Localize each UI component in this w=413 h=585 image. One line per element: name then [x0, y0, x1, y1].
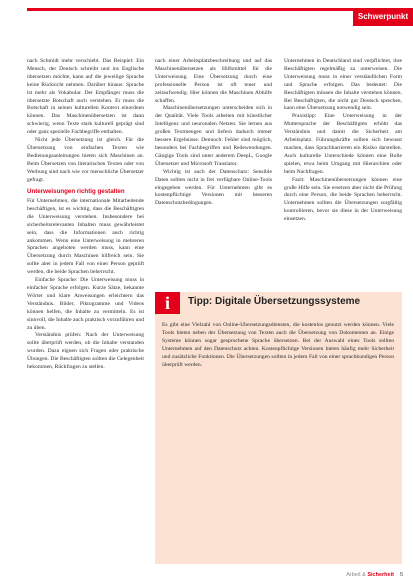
- paragraph: Verständnis prüfen: Nach der Unterweisung sollte überprüft werden, ob die Inhalte verstanden wurden. Dazu eignen sich Fragen oder praktische Übungen. Die Beschäftigten sollten die Gelegenheit bekommen, Rückfragen zu stellen.: [27, 332, 144, 371]
- paragraph: Einfache Sprache: Die Unterweisung muss in einfacher Sprache erfolgen. Kurze Sätze, bekannte Wörter und klare Anweisungen erleichtern das Verständnis. Bilder, Piktogramme und Videos können helfen, die Inhalte zu vermitteln. Es ist sinnvoll, die Inhalte auch praktisch vorzuführen und zu üben.: [27, 277, 144, 331]
- paragraph: Es gibt eine Vielzahl von Online-Übersetzungsdiensten, die kostenlos genutzt werden können. Viele Tools bieten neben der Übersetzung von Texten auch die Übersetzung von Dokumenten an. Einige Systeme können sogar gesprochene Sprache übersetzen. Bei der Auswahl eines Tools sollten Unternehmen auf den Datenschutz achten. Kostenpflichtige Versionen bieten häufig mehr Sicherheit und zusätzliche Funktionen. Die Übersetzungen sollten in jedem Fall von einer sprachkundigen Person überprüft werden.: [162, 322, 394, 368]
- page-footer: [346, 571, 403, 579]
- paragraph: Maschinenübersetzungen unterscheiden sich in der Qualität. Viele Tools arbeiten mit künstlicher Intelligenz und neuronalen Netzen. Sie lernen aus großen Textmengen und liefern dadurch immer bessere Ergebnisse. Dennoch: Fehler sind möglich, besonders bei Fachbegriffen und Redewendungen. Gängige Tools sind unter anderem DeepL, Google Übersetzer und Microsoft Translator.: [155, 105, 272, 167]
- paragraph: nach Schmidt mehr verschiebt. Das Beispiel: Ein Mensch, der Deutsch schreibt und ins Englische übersetzen möchte, kann auf die jeweilige Sprache keine Rücksicht nehmen. Darüber hinaus: Sprache ist mehr als Vokabular. Der Empfänger muss die übersetzte Botschaft auch verstehen. Er muss die Botschaft in seinen kulturellen Kontext einordnen können. Das Maschinenübersetzen ist dann schwierig, wenn Texte stark kulturell geprägt sind oder ganz spezielle Fachbegriffe enthalten.: [27, 58, 144, 136]
- article-column-1: [27, 58, 144, 561]
- article-column-2: [155, 58, 272, 280]
- paragraph: Praxistipp: Eine Unterweisung in der Muttersprache der Beschäftigten erhöht das Verständnis und damit die Sicherheit am Arbeitsplatz. Führungskräfte sollten sich bewusst machen, dass Sprachbarrieren ein Risiko darstellen. Auch kulturelle Unterschiede können eine Rolle spielen, etwa beim Umgang mit Hierarchien oder beim Nachfragen.: [284, 113, 402, 175]
- tip-title: Tipp: Digitale Übersetzungssysteme: [188, 296, 361, 307]
- paragraph: Fazit: Maschinenübersetzungen können eine große Hilfe sein. Sie ersetzen aber nicht die Prüfung durch eine Person, die beide Sprachen beherrscht. Unternehmen sollten die Übersetzungen sorgfältig kontrollieren, bevor sie diese in der Unterweisung einsetzen.: [284, 176, 402, 223]
- paragraph: nach einer Arbeitsplatzbeschreibung und auf das Maschinenübersetzen als Hilfsmittel für die Unterweisung. Eine Übersetzung durch eine professionelle Person ist oft teuer und zeitaufwendig. Hier können die Maschinen Abhilfe schaffen.: [155, 58, 272, 104]
- paragraph: Nicht jede Übersetzung ist gleich. Für die Übersetzung von einfachen Texten wie Bedienungsanleitungen bieten sich Maschinen an. Beim Übersetzen von literarischen Texten oder von Werbung sind nach wie vor menschliche Übersetzer gefragt.: [27, 137, 144, 183]
- article-column-3: [284, 58, 402, 280]
- tip-body: [162, 322, 394, 560]
- paragraph: Wichtig ist auch der Datenschutz: Sensible Daten sollten nicht in frei verfügbare Online-Tools eingegeben werden. Für Unternehmen gibt es kostenpflichtige Versionen mit besseren Datenschutzbedingungen.: [155, 168, 272, 207]
- magazine-name: Arbeit & Sicherheit: [346, 572, 394, 578]
- page-number: 5: [399, 572, 403, 578]
- paragraph: Unternehmen in Deutschland sind verpflichtet, ihre Beschäftigten regelmäßig zu unterweisen. Die Unterweisung muss in einer verständlichen Form und Sprache erfolgen. Das bedeutet: Die Beschäftigten müssen die Inhalte verstehen können. Bei Beschäftigten, die nicht gut Deutsch sprechen, kann eine Übersetzung notwendig sein.: [284, 58, 402, 112]
- info-icon: i: [155, 292, 180, 314]
- paragraph: Für Unternehmen, die internationale Mitarbeitende beschäftigen, ist es wichtig, dass die Beschäftigten die Unterweisung verstehen. Insbesondere bei sicherheitsrelevanten Inhalten muss gewährleistet sein, dass die Informationen auch richtig ankommen. Wenn eine Unterweisung in mehreren Sprachen angeboten werden muss, kann eine Übersetzung durch Maschinen hilfreich sein. Sie sollte aber in jedem Fall von einer Person geprüft werden, die beide Sprachen beherrscht.: [27, 198, 144, 276]
- subheading: Unterweisungen richtig gestalten: [27, 187, 125, 195]
- section-label: Schwerpunkt: [353, 8, 413, 26]
